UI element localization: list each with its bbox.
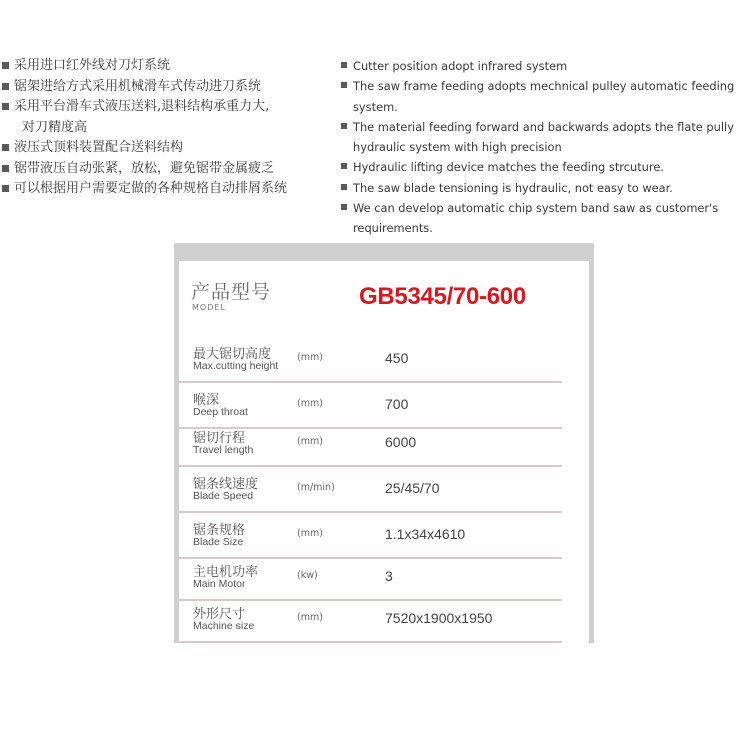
spec-label-cn: 外形尺寸 — [193, 607, 246, 622]
spec-unit: (kw) — [297, 570, 318, 581]
spec-row-travel-length — [179, 422, 589, 467]
spec-table — [179, 261, 589, 643]
feature-item-cn — [0, 56, 330, 77]
spec-label-cn: 锯条规格 — [193, 523, 246, 538]
row-divider — [179, 511, 562, 513]
model-label-en: MODEL — [192, 303, 226, 312]
feature-item-en — [340, 117, 750, 158]
spec-unit: (mm) — [297, 398, 323, 409]
feature-text: 采用进口红外线对刀灯系统 — [14, 58, 171, 73]
spec-unit: (mm) — [297, 352, 323, 363]
feature-text: The saw blade tensioning is hydraulic, not easy to wear. — [353, 180, 673, 195]
spec-label-cn: 最大锯切高度 — [193, 347, 272, 362]
spec-label-cn: 喉深 — [193, 393, 220, 408]
spec-label-en: Travel length — [193, 444, 254, 456]
feature-text-cont: system. — [353, 99, 398, 114]
spec-label-cn: 主电机功率 — [193, 565, 259, 580]
feature-text: The saw frame feeding adopts mechnical pulley automatic feeding — [353, 79, 735, 94]
spec-value: 7520x1900x1950 — [385, 610, 493, 626]
spec-unit: (mm) — [297, 436, 323, 447]
feature-text-cont: hydraulic system with high precision — [353, 140, 562, 155]
spec-label-en: Deep throat — [193, 406, 248, 418]
feature-item-cn — [0, 97, 330, 138]
feature-item-en — [340, 157, 750, 177]
spec-unit: (m/min) — [297, 482, 335, 493]
feature-item-en — [340, 178, 750, 198]
spec-value: 700 — [385, 396, 409, 412]
feature-text: We can develop automatic chip system band saw as customer's requirements. — [353, 201, 719, 236]
spec-value: 450 — [385, 350, 409, 366]
feature-text: 可以根据用户需要定做的各种规格自动排屑系统 — [14, 181, 288, 196]
feature-item-en — [340, 76, 750, 117]
model-label-cn: 产品型号 — [191, 281, 272, 303]
feature-item-cn — [0, 159, 330, 180]
spec-row-blade-size — [179, 514, 589, 559]
spec-unit: (mm) — [297, 528, 323, 539]
spec-row-machine-size — [179, 598, 589, 643]
feature-item-en — [340, 56, 750, 76]
spec-label-en: Main Motor — [193, 578, 246, 590]
spec-label-cn: 锯条线速度 — [193, 477, 259, 492]
spec-value: 1.1x34x4610 — [385, 526, 466, 542]
feature-item-cn — [0, 138, 330, 159]
spec-value: 6000 — [385, 434, 417, 450]
spec-label-en: Machine size — [193, 620, 255, 632]
row-divider — [179, 465, 562, 467]
spec-row-main-motor — [179, 556, 589, 601]
spec-row-blade-speed — [179, 468, 589, 513]
features-list-cn — [0, 56, 330, 200]
feature-text-cont: 对刀精度高 — [22, 119, 88, 135]
spec-label-en: Max.cutting height — [193, 360, 279, 372]
spec-value: 25/45/70 — [385, 480, 440, 496]
model-number: GB5345/70-600 — [359, 283, 526, 310]
feature-text: The material feeding forward and backwards adopts the flate pully — [353, 119, 734, 134]
spec-label-en: Blade Size — [193, 536, 244, 548]
feature-text: 锯架进给方式采用机械滑车式传动进刀系统 — [14, 78, 262, 94]
spec-label-cn: 锯切行程 — [193, 431, 246, 446]
spec-row-max-cutting-height — [179, 338, 589, 383]
spec-card — [174, 243, 594, 643]
spec-unit: (mm) — [297, 612, 323, 623]
features-list-en — [340, 56, 750, 239]
feature-item-en — [340, 198, 750, 239]
row-divider — [179, 641, 562, 643]
feature-text: 液压式顶料装置配合送料结构 — [14, 140, 184, 155]
row-divider — [179, 381, 562, 383]
feature-item-cn — [0, 179, 330, 200]
feature-item-cn — [0, 77, 330, 98]
spec-value: 3 — [385, 568, 393, 584]
feature-text: Cutter position adopt infrared system — [353, 59, 568, 73]
feature-text: Hydraulic lifting device matches the feeding strcuture. — [353, 160, 664, 175]
spec-label-en: Blade Speed — [193, 490, 254, 502]
feature-text: 锯带液压自动张紧，放松，避免锯带金属疲乏 — [14, 160, 275, 176]
model-row — [179, 261, 589, 335]
feature-text: 采用平台滑车式液压送料,退料结构承重力大, — [14, 99, 270, 114]
